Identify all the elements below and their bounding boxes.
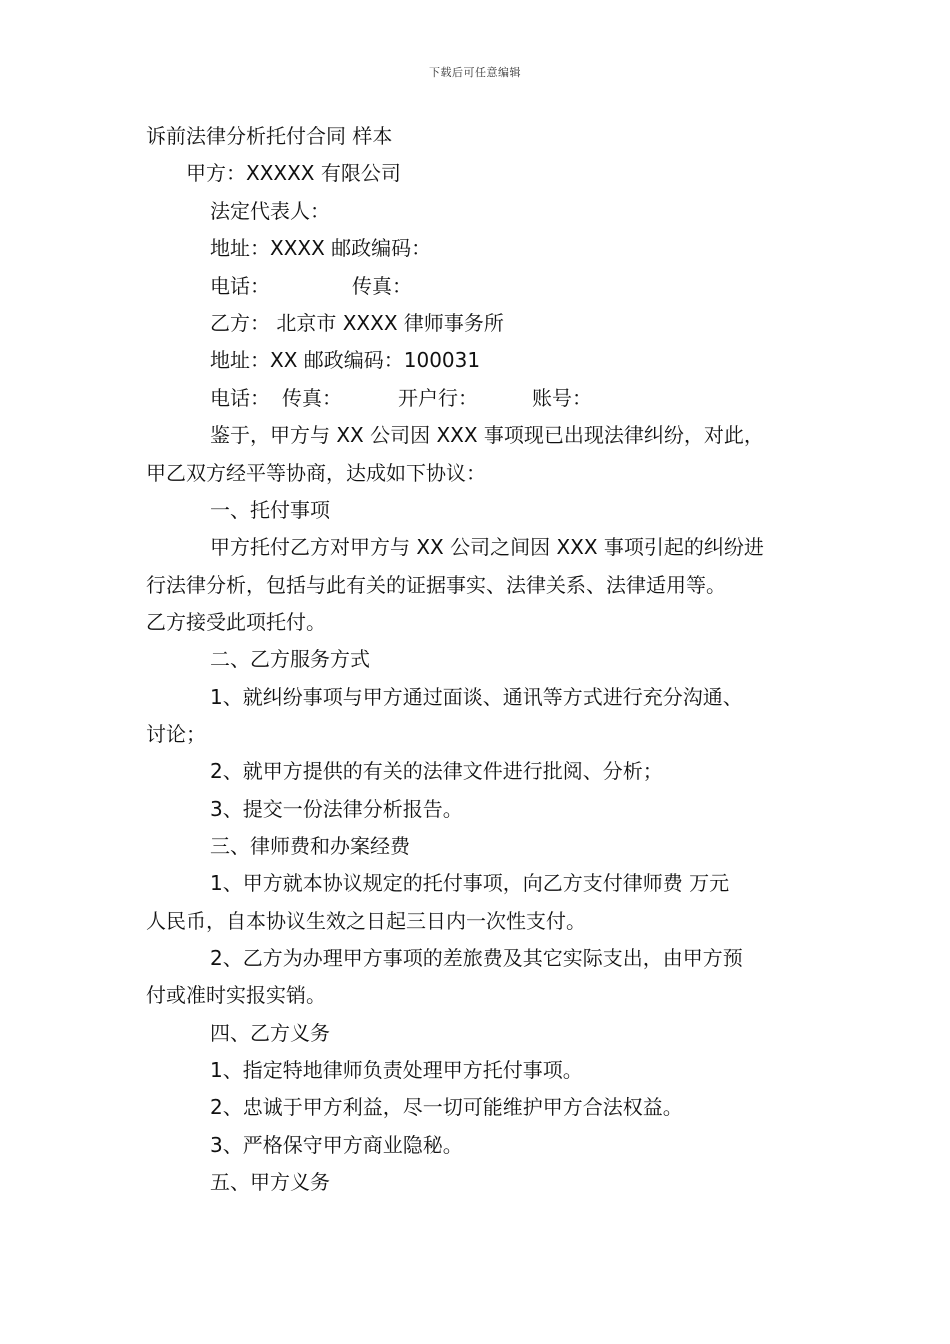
section-1-title: 一、托付事项 bbox=[210, 498, 330, 522]
party-b-fax-label: 传真： bbox=[282, 386, 342, 410]
section-3-item-2-line-2: 付或准时实报实销。 bbox=[146, 983, 326, 1007]
section-2-item-3: 3、提交一份法律分析报告。 bbox=[210, 797, 463, 821]
document-title: 诉前法律分析托付合同 样本 bbox=[146, 124, 393, 148]
page-header-note: 下载后可任意编辑 bbox=[429, 66, 521, 79]
section-2-item-2: 2、就甲方提供的有关的法律文件进行批阅、分析； bbox=[210, 759, 663, 783]
section-1-paragraph-line-1: 甲方托付乙方对甲方与 XX 公司之间因 XXX 事项引起的纠纷进 bbox=[210, 535, 764, 559]
party-a-line: 甲方：XXXXX 有限公司 bbox=[186, 161, 401, 185]
party-a-fax-label: 传真： bbox=[352, 274, 412, 298]
party-b-phone-label: 电话： bbox=[210, 386, 270, 410]
section-1-paragraph-line-3: 乙方接受此项托付。 bbox=[146, 610, 326, 634]
section-3-item-2-line-1: 2、乙方为办理甲方事项的差旅费及其它实际支出，由甲方预 bbox=[210, 946, 743, 970]
section-4-item-2: 2、忠诚于甲方利益，尽一切可能维护甲方合法权益。 bbox=[210, 1095, 683, 1119]
section-4-title: 四、乙方义务 bbox=[210, 1021, 330, 1045]
preamble-line-2: 甲乙双方经平等协商，达成如下协议： bbox=[146, 461, 486, 485]
party-b-address-line: 地址：XX 邮政编码：100031 bbox=[210, 348, 481, 372]
section-3-item-1-line-2: 人民币，自本协议生效之日起三日内一次性支付。 bbox=[146, 909, 586, 933]
section-2-item-1-line-1: 1、就纠纷事项与甲方通过面谈、通讯等方式进行充分沟通、 bbox=[210, 685, 743, 709]
section-3-title: 三、律师费和办案经费 bbox=[210, 834, 410, 858]
party-a-address-line: 地址：XXXX 邮政编码： bbox=[210, 236, 432, 260]
account-label: 账号： bbox=[532, 386, 592, 410]
party-a-phone-label: 电话： bbox=[210, 274, 270, 298]
party-b-line: 乙方： 北京市 XXXX 律师事务所 bbox=[210, 311, 504, 335]
legal-representative-line: 法定代表人： bbox=[210, 199, 330, 223]
bank-label: 开户行： bbox=[398, 386, 478, 410]
section-5-title: 五、甲方义务 bbox=[210, 1170, 330, 1194]
section-4-item-1: 1、指定特地律师负责处理甲方托付事项。 bbox=[210, 1058, 583, 1082]
section-1-paragraph-line-2: 行法律分析，包括与此有关的证据事实、法律关系、法律适用等。 bbox=[146, 573, 726, 597]
section-2-item-1-line-2: 讨论； bbox=[146, 722, 206, 746]
section-3-item-1-line-1: 1、甲方就本协议规定的托付事项，向乙方支付律师费 万元 bbox=[210, 871, 730, 895]
section-2-title: 二、乙方服务方式 bbox=[210, 647, 370, 671]
preamble-line-1: 鉴于，甲方与 XX 公司因 XXX 事项现已出现法律纠纷，对此， bbox=[210, 423, 764, 447]
section-4-item-3: 3、严格保守甲方商业隐秘。 bbox=[210, 1133, 463, 1157]
